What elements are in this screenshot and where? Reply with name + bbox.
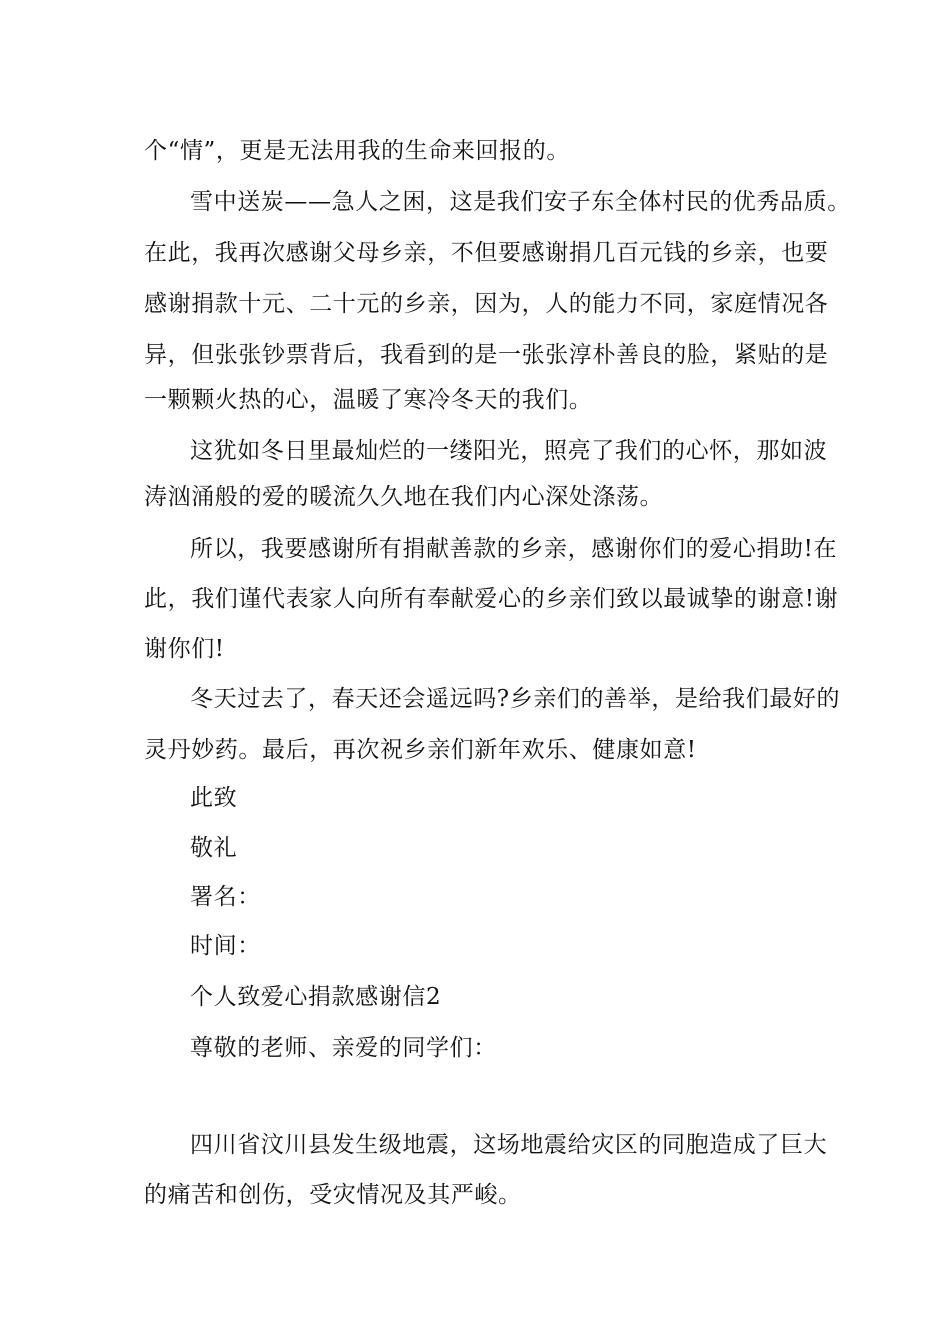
section-title: 个人致爱心捐款感谢信2 [190, 984, 442, 1010]
text-line: 谢你们! [144, 636, 225, 662]
closing-salutation: 此致 [190, 785, 238, 811]
signature-label: 署名： [190, 884, 261, 910]
greeting-line: 尊敬的老师、亲爱的同学们： [190, 1035, 497, 1061]
text-line: 的痛苦和创伤，受灾情况及其严峻。 [144, 1182, 522, 1208]
paragraph-start-line: 所以，我要感谢所有捐献善款的乡亲，感谢你们的爱心捐助!在 [190, 536, 838, 562]
text-line: 涛汹涌般的爱的暖流久久地在我们内心深处涤荡。 [144, 484, 664, 510]
paragraph-start-line: 四川省汶川县发生级地震，这场地震给灾区的同胞造成了巨大 [190, 1132, 828, 1158]
text-line: 在此，我再次感谢父母乡亲，不但要感谢捐几百元钱的乡亲，也要 [144, 240, 829, 266]
paragraph-start-line: 雪中送炭——急人之困，这是我们安子东全体村民的优秀品质。 [190, 189, 851, 215]
paragraph-start-line: 这犹如冬日里最灿烂的一缕阳光，照亮了我们的心怀，那如波 [190, 438, 828, 464]
date-label: 时间： [190, 933, 261, 959]
text-line: 感谢捐款十元、二十元的乡亲，因为，人的能力不同，家庭情况各 [144, 291, 829, 317]
text-line: 一颗颗火热的心，温暖了寒冷冬天的我们。 [144, 387, 593, 413]
paragraph-start-line: 冬天过去了，春天还会遥远吗?乡亲们的善举，是给我们最好的 [190, 686, 841, 712]
text-line: 此，我们谨代表家人向所有奉献爱心的乡亲们致以最诚挚的谢意!谢 [144, 586, 839, 612]
text-line: 个“情”，更是无法用我的生命来回报的。 [144, 138, 570, 164]
text-line: 灵丹妙药。最后，再次祝乡亲们新年欢乐、健康如意! [144, 737, 697, 763]
closing-regards: 敬礼 [190, 835, 238, 861]
text-line: 异，但张张钞票背后，我看到的是一张张淳朴善良的脸，紧贴的是 [144, 342, 829, 368]
